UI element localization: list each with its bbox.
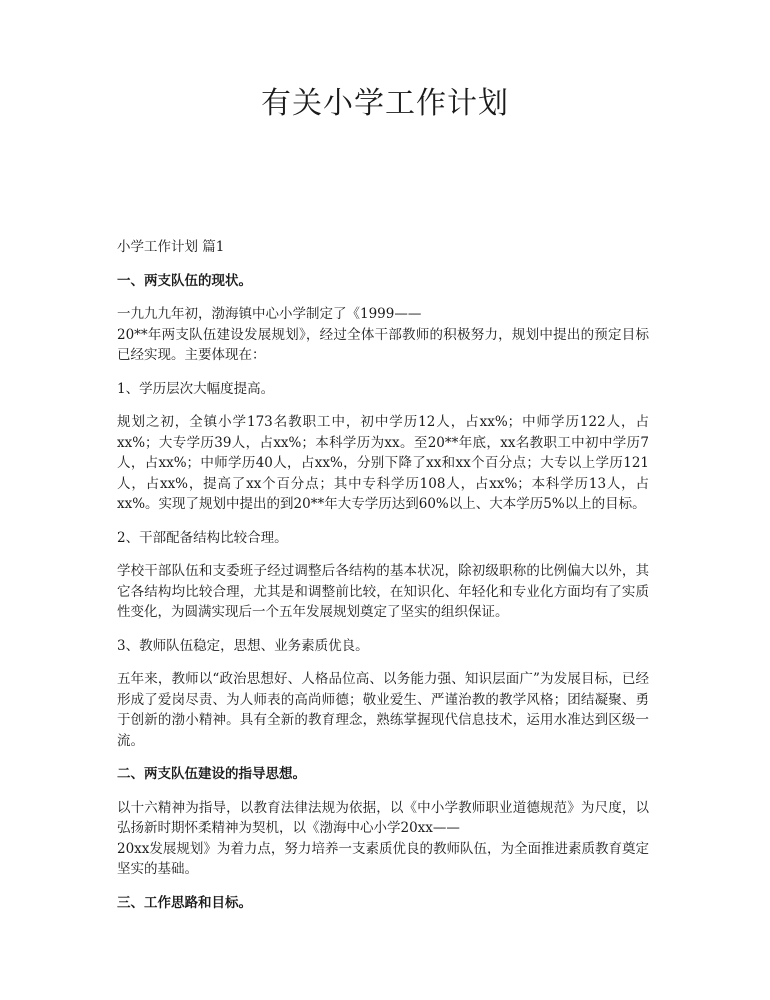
paragraph-intro [117,304,649,366]
paragraph-intro-line-1: 一九九九年初，渤海镇中心小学制定了《1999—— [117,306,422,322]
heading-work-ideas: 三、工作思路和目标。 [117,894,252,911]
paragraph-teacher-quality: 五年来，教师以“政治思想好、人格品位高、以务能力强、知识层面广”为发展目标，已经形成了爱岗尽责、为人师表的高尚师德；敬业爱生、严谨治教的教学风格；团结凝聚、勇于创新的渤小精神。具有全新的教育理念，熟练掌握现代信息技术，运用水准达到区级一流。 [117,671,649,749]
subheading-education-level: 1、学历层次大幅度提高。 [117,380,275,397]
document-title: 有关小学工作计划 [261,86,509,121]
heading-guiding-ideology: 二、两支队伍建设的指导思想。 [117,766,306,782]
paragraph-guiding-ideology-line-1: 以十六精神为指导，以教育法律法规为依据，以《中小学教师职业道德规范》为尺度，以弘扬新时期怀柔精神为契机，以《渤海中心小学20xx—— [117,799,649,836]
subheading-teacher-quality: 3、教师队伍稳定，思想、业务素质优良。 [117,637,369,654]
paragraph-intro-line-2: 20**年两支队伍建设发展规划》，经过全体干部教师的积极努力，规划中提出的预定目标已经实现。主要体现在： [117,326,649,363]
paragraph-cadre-structure: 学校干部队伍和支委班子经过调整后各结构的基本状况，除初级职称的比例偏大以外，其它各结构均比较合理，尤其是和调整前比较，在知识化、年轻化和专业化方面均有了实质性变化，为圆满实现后一个五年发展规划奠定了坚实的组织保证。 [117,563,649,620]
heading-current-status: 一、两支队伍的现状。 [117,272,252,289]
subheading-cadre-structure: 2、干部配备结构比较合理。 [117,529,288,546]
paragraph-guiding-ideology-line-2: 20xx发展规划》为着力点，努力培养一支素质优良的教师队伍，为全面推进素质教育奠定坚实的基础。 [117,840,649,877]
section-label: 小学工作计划 篇1 [117,239,225,255]
document-body [117,237,649,926]
paragraph-guiding-ideology [117,798,649,880]
paragraph-education-level: 规划之初，全镇小学173名教职工中，初中学历12人，占xx%；中师学历122人，占xx%；大专学历39人，占xx%；本科学历为xx。至20**年底，xx名教职工中初中学历7人，占xx%；中师学历40人，占xx%，分别下降了xx和xx个百分点；大专以上学历121人，占xx%，提高了xx个百分点；其中专科学历108人，占xx%；本科学历13人，占xx%。实现了规划中提出的到20**年大专学历达到60%以上、大本学历5%以上的目标。 [117,414,649,512]
